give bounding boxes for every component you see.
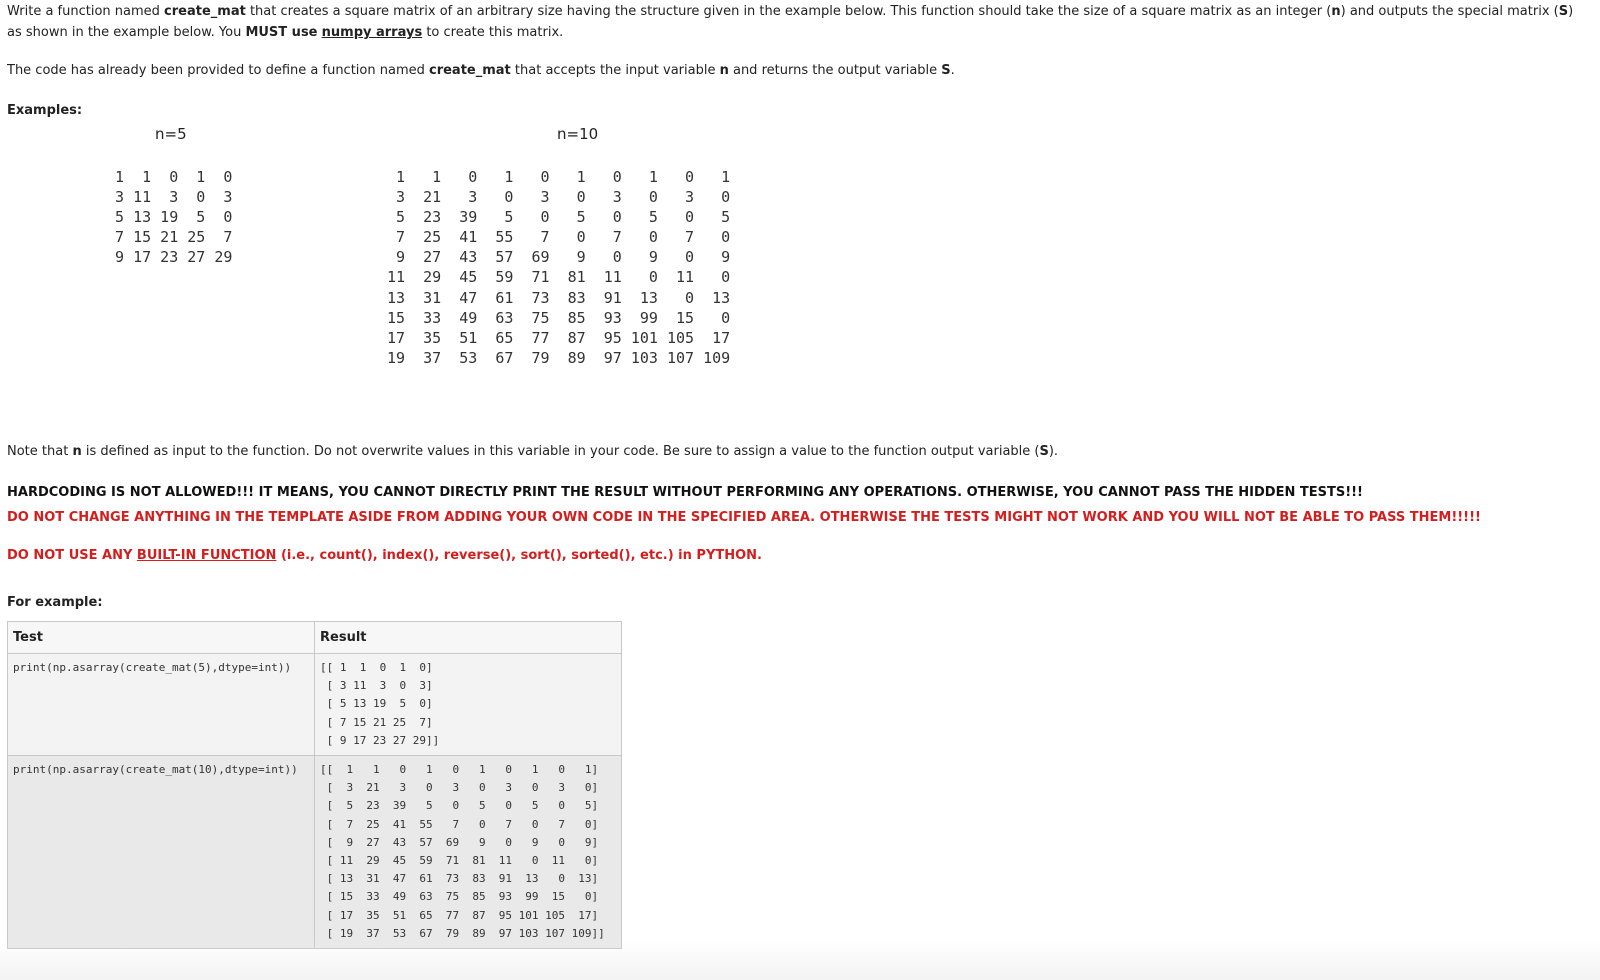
builtin-function-link[interactable]: BUILT-IN FUNCTION — [136, 548, 277, 563]
table-row — [8, 756, 622, 949]
intro-text: ) as shown in the example below. You — [7, 4, 1574, 40]
hardcoding-warning: HARDCODING IS NOT ALLOWED!!! IT MEANS, YOU CANNOT DIRECTLY PRINT THE RESULT WITHOUT PERFORMING ANY OPERATIONS. OTHERWISE, YOU CANNOT PASS THE HIDDEN TESTS!!! — [7, 485, 1363, 500]
intro-text: that accepts the input variable — [510, 63, 720, 78]
matrix-n10: 1 1 0 1 0 1 0 1 0 1 3 21 3 0 3 0 3 0 3 0 5 23 39 5 0 5 0 5 0 5 7 25 41 55 7 0 7 0 7 0 9 27 43 57 69 9 0 9 0 9 11 29 45 59 71 81 11 0 11 0 13 31 47 61 73 83 91 13 0 13 15 33 49 63 75 85 93 99 15 0 17 35 51 65 77 87 95 101 105 17 19 37 53 67 79 89 97 103 107 109 — [387, 168, 731, 367]
table-row — [8, 654, 622, 756]
intro-text: and returns the output variable — [728, 63, 942, 78]
matrix-n10-title: n=10 — [557, 125, 599, 143]
builtin-warning-text: (i.e., count(), index(), reverse(), sort(), sorted(), etc.) in PYTHON. — [276, 548, 762, 563]
table-header-row — [8, 622, 622, 654]
test-cell — [8, 654, 315, 756]
intro-text: . — [950, 63, 955, 78]
intro-paragraph — [7, 1, 1587, 43]
function-name: create_mat — [429, 63, 511, 78]
numpy-arrays-text: numpy arrays — [321, 25, 423, 40]
intro-text: Write a function named — [7, 4, 165, 19]
table-header-result: Result — [315, 622, 622, 654]
template-paragraph — [7, 62, 955, 80]
examples-heading: Examples: — [7, 103, 83, 118]
note-text: is defined as input to the function. Do not overwrite values in this variable in your code. Be sure to assign a value to the function output variable ( — [81, 444, 1040, 459]
note-text: Note that — [7, 444, 73, 459]
builtin-warning-text: DO NOT USE ANY — [7, 548, 137, 563]
template-warning: DO NOT CHANGE ANYTHING IN THE TEMPLATE ASIDE FROM ADDING YOUR OWN CODE IN THE SPECIFIED AREA. OTHERWISE THE TESTS MIGHT NOT WORK AND YOU WILL NOT BE ABLE TO PASS THEM!!!!! — [7, 510, 1481, 525]
variable-n: n — [1331, 4, 1341, 19]
variable-n: n — [72, 444, 82, 459]
test-code: print(np.asarray(create_mat(5),dtype=int)) — [13, 661, 292, 674]
intro-text: that creates a square matrix of an arbitrary size having the structure given in the example below. This function should take the size of a square matrix as an integer ( — [245, 4, 1332, 19]
result-output: [[ 1 1 0 1 0] [ 3 11 3 0 3] [ 5 13 19 5 0] [ 7 15 21 25 7] [ 9 17 23 27 29]] — [320, 661, 440, 747]
result-output: [[ 1 1 0 1 0 1 0 1 0 1] [ 3 21 3 0 3 0 3 0 3 0] [ 5 23 39 5 0 5 0 5 0 5] [ 7 25 41 55 7 0 7 0 7 0] [ 9 27 43 57 69 9 0 9 0 9] [ 11 29 45 59 71 81 11 0 11 0] [ 13 31 47 61 73 83 91 13 0 13] [ 15 33 49 63 75 85 93 99 15 0] [ 17 35 51 65 77 87 95 101 105 17] [ 19 37 53 67 79 89 97 103 107 109]] — [320, 763, 605, 940]
variable-s: S — [1558, 4, 1569, 19]
variable-s: S — [1039, 444, 1049, 459]
intro-text: ) and outputs the special matrix ( — [1340, 4, 1559, 19]
variable-n: n — [719, 63, 729, 78]
note-paragraph — [7, 443, 1058, 461]
table-header-test: Test — [8, 622, 315, 654]
matrix-n5: 1 1 0 1 0 3 11 3 0 3 5 13 19 5 0 7 15 21 25 7 9 17 23 27 29 — [115, 168, 233, 267]
function-name: create_mat — [164, 4, 246, 19]
examples-table — [7, 621, 622, 949]
result-cell — [315, 756, 622, 949]
note-text: ). — [1048, 444, 1059, 459]
must-use-text: MUST use — [245, 25, 318, 40]
test-code: print(np.asarray(create_mat(10),dtype=int)) — [13, 763, 298, 777]
result-cell — [315, 654, 622, 756]
test-cell — [8, 756, 315, 949]
intro-text: The code has already been provided to define a function named — [7, 63, 429, 78]
intro-text: to create this matrix. — [422, 25, 564, 40]
for-example-heading: For example: — [7, 595, 103, 610]
variable-s: S — [941, 63, 951, 78]
builtin-warning — [7, 547, 762, 565]
matrix-n5-title: n=5 — [155, 125, 187, 143]
